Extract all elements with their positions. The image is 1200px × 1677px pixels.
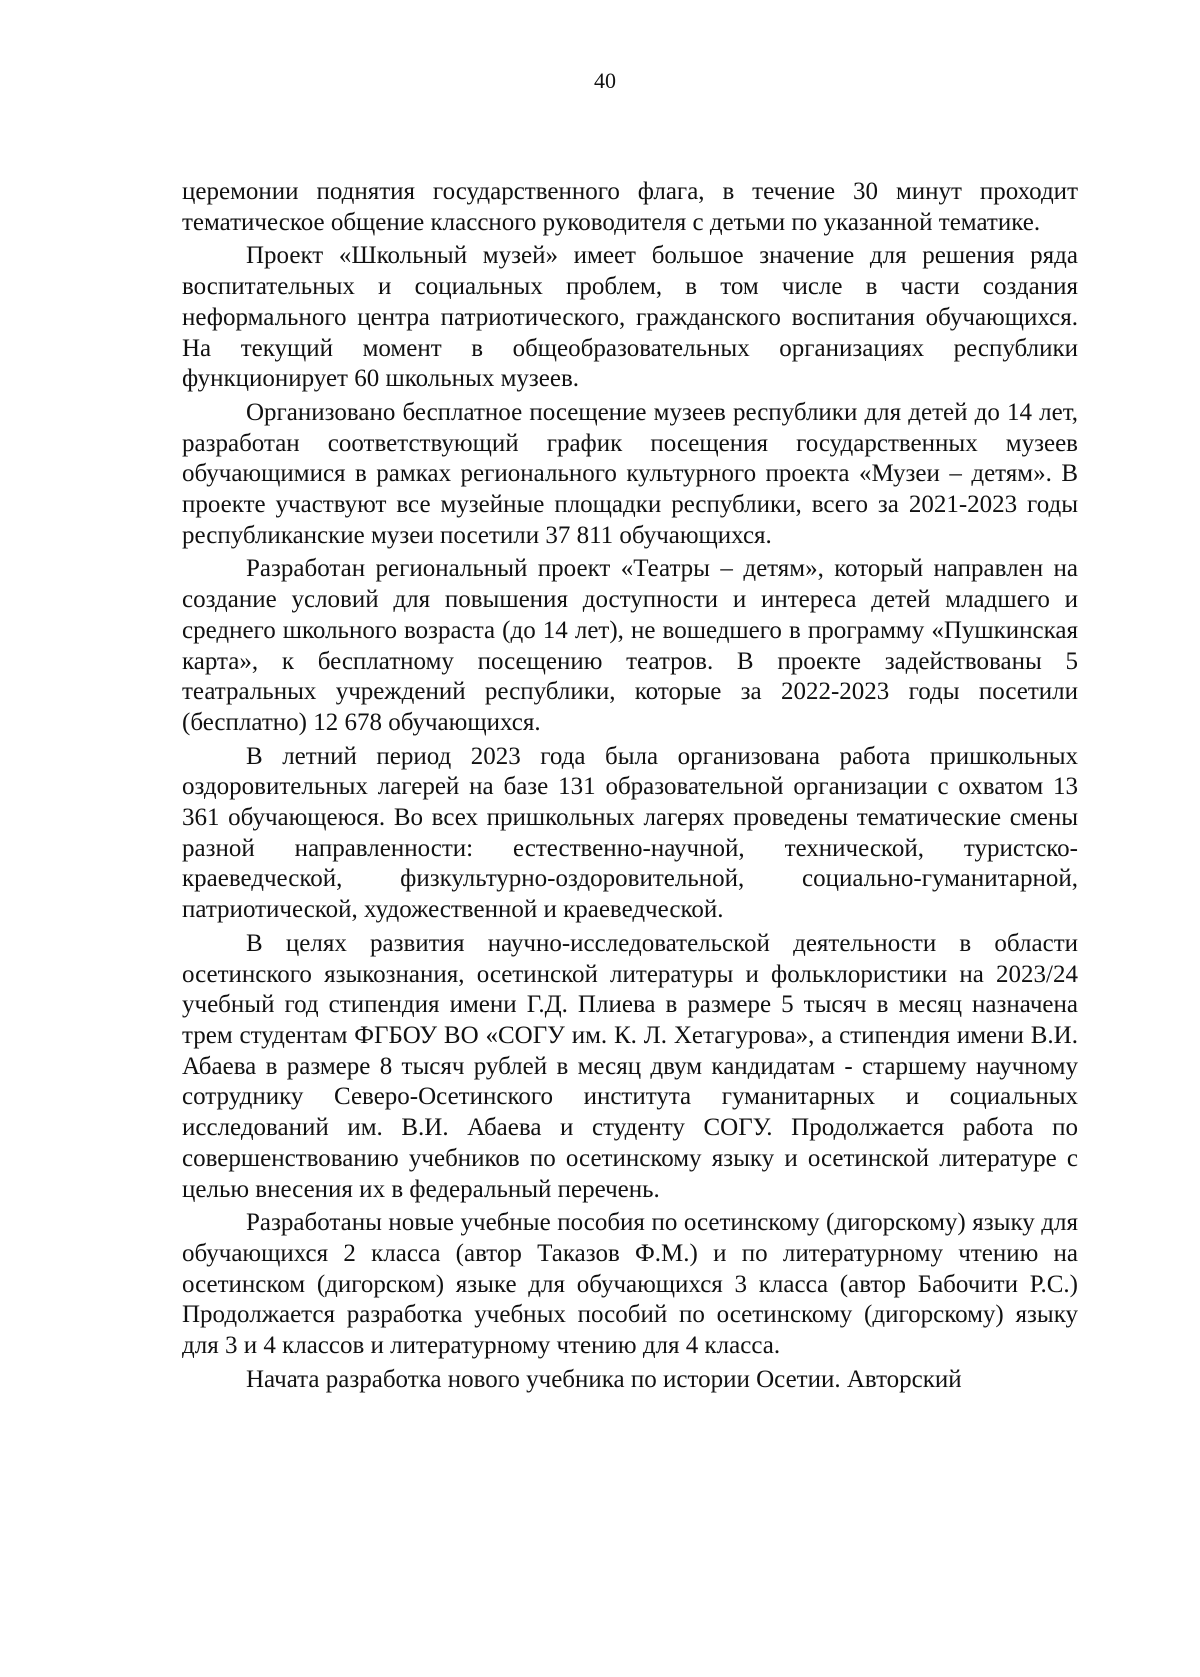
- paragraph-history-textbook: Начата разработка нового учебника по истории Осетии. Авторский: [246, 1365, 962, 1393]
- paragraph-theatres-for-children: Разработан региональный проект «Театры – детям», который направлен на создание условий для повышения доступности и интереса детей младшего и среднего школьного возраста (до 14 лет), не вошедшего в программу «Пушкинская карта», к бесплатному посещению театров. В проекте задействованы 5 театральных учреждений республики, которые за 2022-2023 годы посетили (бесплатно) 12 678 обучающихся.: [182, 555, 1078, 736]
- paragraph-digor-textbooks: Разработаны новые учебные пособия по осетинскому (дигорскому) языку для обучающихся 2 класса (автор Таказов Ф.М.) и по литературному чтению на осетинском (дигорском) языке для обучающихся 3 класса (автор Бабочити Р.С.) Продолжается разработка учебных пособий по осетинскому (дигорскому) языку для 3 и 4 классов и литературному чтению для 4 класса.: [182, 1209, 1078, 1360]
- paragraph-ossetian-research: В целях развития научно-исследовательской деятельности в области осетинского языкознания, осетинской литературы и фольклористики на 2023/24 учебный год стипендия имени Г.Д. Плиева в размере 5 тысяч в месяц назначена трем студентам ФГБОУ ВО «СОГУ им. К. Л. Хетагурова», а стипендия имени В.И. Абаева в размере 8 тысяч рублей в месяц двум кандидатам - старшему научному сотруднику Северо-Осетинского института гуманитарных и социальных исследований им. В.И. Абаева и студенту СОГУ. Продолжается работа по совершенствованию учебников по осетинскому языку и осетинской литературе с целью внесения их в федеральный перечень.: [182, 929, 1078, 1203]
- body-text: [182, 177, 1078, 1398]
- page-number: 40: [594, 68, 616, 93]
- paragraph-museums-for-children: Организовано бесплатное посещение музеев республики для детей до 14 лет, разработан соответствующий график посещения государственных музеев обучающимися в рамках регионального культурного проекта «Музеи – детям». В проекте участвуют все музейные площадки республики, всего за 2021-2023 годы республиканские музеи посетили 37 811 обучающихся.: [182, 398, 1078, 549]
- paragraph-summer-camps: В летний период 2023 года была организована работа пришкольных оздоровительных лагерей на базе 131 образовательной организации с охватом 13 361 обучающеюся. Во всех пришкольных лагерях проведены тематические смены разной направленности: естественно-научной, технической, туристско-краеведческой, физкультурно-оздоровительной, социально-гуманитарной, патриотической, художественной и краеведческой.: [182, 742, 1078, 924]
- paragraph-school-museum: Проект «Школьный музей» имеет большое значение для решения ряда воспитательных и социальных проблем, в том числе в части создания неформального центра патриотического, гражданского воспитания обучающихся. На текущий момент в общеобразовательных организациях республики функционирует 60 школьных музеев.: [182, 242, 1078, 393]
- paragraph-flag-ceremony: церемонии поднятия государственного флага, в течение 30 минут проходит тематическое общение классного руководителя с детьми по указанной тематике.: [182, 178, 1078, 236]
